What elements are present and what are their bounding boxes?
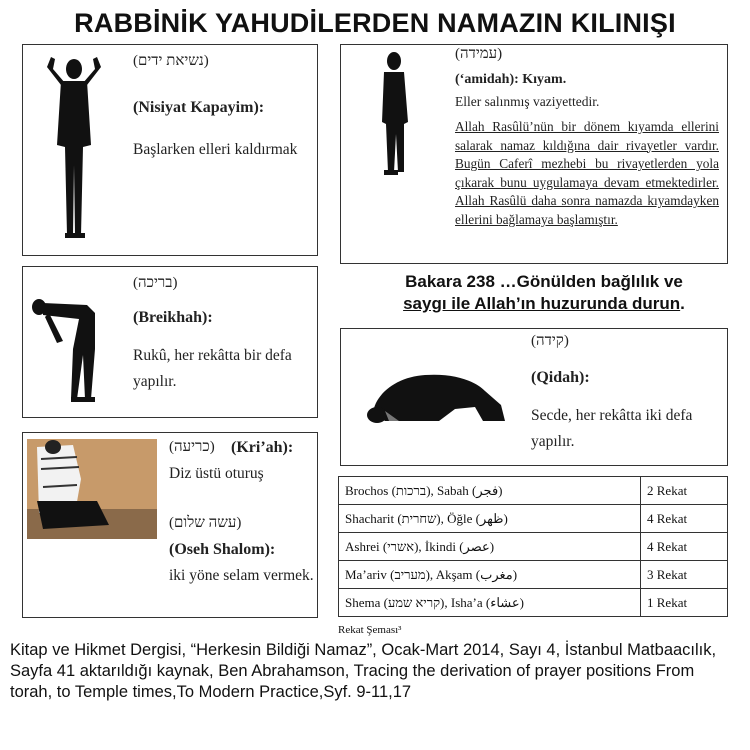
rekat-count-cell: 4 Rekat — [641, 533, 728, 561]
page-title: RABBİNİK YAHUDİLERDEN NAMAZIN KILINIŞI — [74, 8, 676, 38]
panel-breikhah — [22, 266, 318, 418]
prayer-name-cell: Ashrei (אשרי), İkindi (عصر) — [339, 533, 641, 561]
rekat-count-cell: 1 Rekat — [641, 589, 728, 617]
prayer-name-cell: Shacharit (שחרית), Öğle (ظهر) — [339, 505, 641, 533]
term-description: Başlarken elleri kaldırmak — [133, 141, 298, 158]
raised-hands-figure — [39, 55, 109, 247]
term-description: Secde, her rekâtta iki defa yapılır. — [531, 407, 693, 450]
table-row — [339, 505, 728, 533]
panel-kriah — [22, 432, 318, 618]
amidah-note-text: Allah Rasûlü’nün bir dönem kıyamda ellerini salarak namaz kıldığına dair rivayetler vardır. Bugün Caferî mezhebi bu rivayetlerden yola çıkarak bunu uygulamaya devam etmektedirler. Allah Rasûlü daha sonra namazda kıyamdayken ellerini bağlamaya başlamıştır. — [455, 119, 719, 227]
term-label: (Qidah): — [531, 369, 590, 386]
verse-quote — [344, 271, 744, 315]
prayer-name-cell: Brochos (ברכות), Sabah (فجر) — [339, 477, 641, 505]
rekat-count-cell: 2 Rekat — [641, 477, 728, 505]
verse-line-2-end: . — [680, 294, 685, 313]
table-caption: Rekat Şeması³ — [338, 624, 402, 636]
verse-line-2-wrap — [344, 293, 744, 315]
table-row — [339, 561, 728, 589]
term-label: (Breikhah): — [133, 309, 213, 326]
bowing-figure — [29, 289, 111, 409]
citation: Kitap ve Hikmet Dergisi, “Herkesin Bildiği Namaz”, Ocak-Mart 2014, Sayı 4, İstanbul Matbaacılık, Sayfa 41 aktarıldığı kaynak, Ben Abrahamson, Tracing the derivation of prayer positions From torah, to Temple times,To Modern Practice,Syf. 9-11,17 — [10, 641, 717, 701]
verse-line-1: Bakara 238 …Gönülden bağlılık ve — [405, 272, 683, 291]
table-row — [339, 533, 728, 561]
amidah-note — [455, 118, 719, 230]
term-label-2: (Oseh Shalom): — [169, 541, 276, 558]
term-description: Diz üstü oturuş — [169, 465, 264, 482]
verse-line-2: saygı ile Allah’ın huzurunda durun — [403, 294, 681, 313]
prayer-name-cell: Ma’ariv (מעריב), Akşam (مغرب) — [339, 561, 641, 589]
rekat-count-cell: 3 Rekat — [641, 561, 728, 589]
term-label: (‘amidah): Kıyam. — [455, 72, 567, 87]
hebrew-label: (נשיאת ידים) — [133, 53, 209, 69]
hebrew-label: (קידה) — [531, 333, 569, 349]
hebrew-label: (כריעה) — [169, 439, 215, 455]
term-description: Eller salınmış vaziyettedir. — [455, 94, 600, 109]
term-label: (Kri’ah): — [231, 439, 294, 456]
hebrew-label: (בריכה) — [133, 275, 178, 291]
table-row — [339, 477, 728, 505]
term-description-2: iki yöne selam vermek. — [169, 567, 314, 584]
term-description: Rukû, her rekâtta bir defa yapılır. — [133, 347, 292, 390]
hebrew-label-2: (עשה שלום) — [169, 515, 242, 531]
panel-qidah — [340, 328, 728, 466]
standing-figure — [368, 50, 420, 180]
panel-nesiat — [22, 44, 318, 256]
term-label: (Nisiyat Kapayim): — [133, 99, 265, 116]
rekat-table — [338, 476, 728, 617]
prostrating-figure — [355, 355, 515, 429]
hebrew-label: (עמידה) — [455, 46, 503, 62]
rekat-count-cell: 4 Rekat — [641, 505, 728, 533]
kneeling-photo — [27, 439, 157, 539]
table-row — [339, 589, 728, 617]
prayer-name-cell: Shema (קריא שמע), Isha’a (عشاء) — [339, 589, 641, 617]
rekat-table-body — [339, 477, 728, 617]
